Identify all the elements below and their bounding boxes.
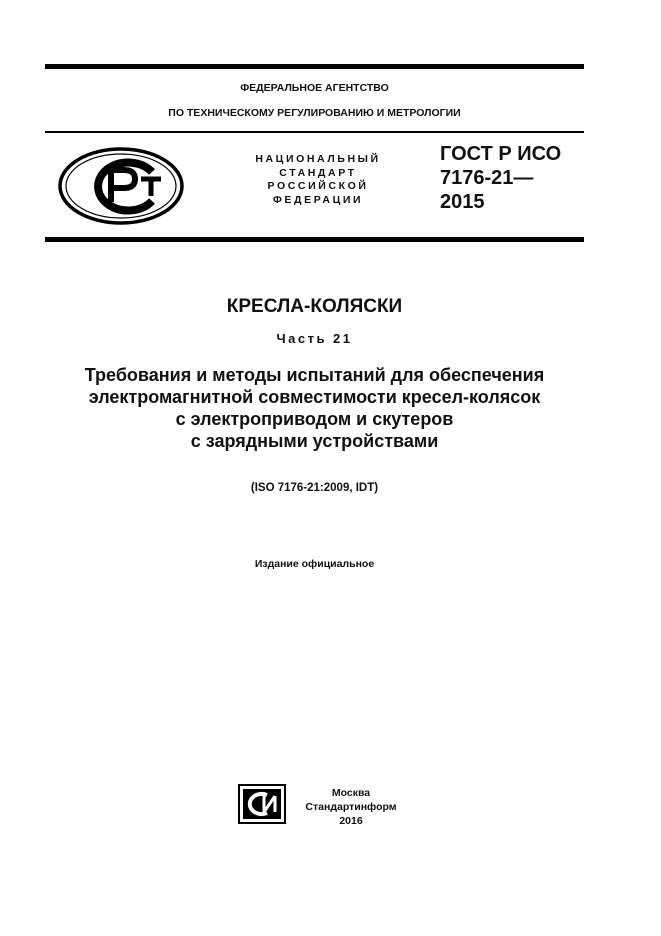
document-part: Часть 21 [276,331,353,346]
publisher-year: 2016 [339,815,363,827]
document-subtitle [45,364,584,452]
subtitle-line: Требования и методы испытаний для обеспечения [84,365,545,385]
gost-number-line: 7176-21— [440,167,534,189]
agency-line-2: ПО ТЕХНИЧЕСКОМУ РЕГУЛИРОВАНИЮ И МЕТРОЛОГИИ [168,107,461,119]
rst-mark-icon [57,146,185,226]
document-title: КРЕСЛА-КОЛЯСКИ [226,296,403,317]
header-bottom-rule [45,237,584,242]
standard-label-line: РОССИЙСКОЙ [267,180,369,192]
header-rule [45,131,584,133]
subtitle-line: электромагнитной совместимости кресел-колясок [88,387,541,407]
edition-label: Издание официальное [254,558,375,570]
top-rule [45,64,584,69]
agency-line-1: ФЕДЕРАЛЬНОЕ АГЕНТСТВО [240,82,389,94]
standard-label-line: ФЕДЕРАЦИИ [272,193,364,206]
standard-label-line: СТАНДАРТ [279,166,357,179]
publisher-info [296,786,406,828]
gost-number-line: ГОСТ Р ИСО [440,143,562,165]
gost-number [440,142,590,214]
standard-label [238,153,398,207]
publisher-city: Москва [331,787,371,799]
iso-reference: (ISO 7176-21:2009, IDT) [250,482,379,494]
subtitle-line: с зарядными устройствами [190,431,439,451]
gost-number-line: 2015 [440,191,485,213]
publisher-name: Стандартинформ [305,801,397,813]
subtitle-line: с электроприводом и скутеров [175,409,454,429]
standard-label-line: НАЦИОНАЛЬНЫЙ [255,153,381,165]
standartinform-logo-icon [237,783,287,825]
